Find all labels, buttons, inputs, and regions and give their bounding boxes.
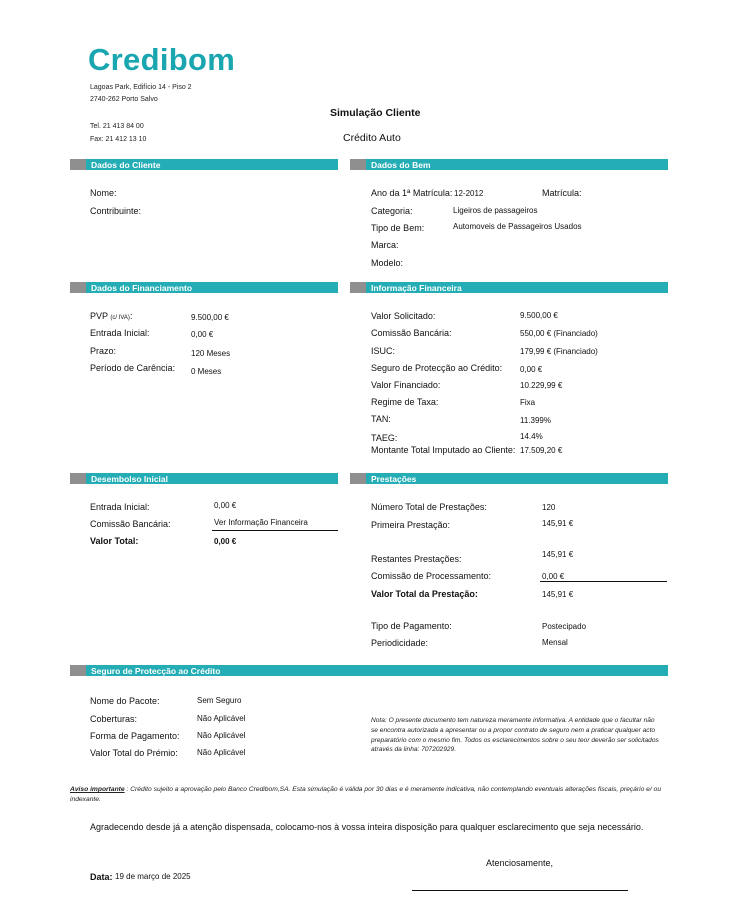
prazo-value: 120 Meses <box>191 349 231 358</box>
primeira-prestacao-value: 145,91 € <box>542 519 574 528</box>
prazo-label: Prazo: <box>90 346 117 356</box>
credibom-logo <box>88 42 235 78</box>
pvp-label <box>90 311 132 321</box>
logo-text: Credibom <box>88 42 236 77</box>
pvp-colon: : <box>129 311 133 321</box>
valor-financiado-label: Valor Financiado: <box>371 380 441 390</box>
carencia-label: Período de Carência: <box>90 363 176 373</box>
comissao-processamento-label: Comissão de Processamento: <box>371 571 492 581</box>
section-bar-prestacoes <box>350 473 668 484</box>
contribuinte-label: Contribuinte: <box>90 206 142 216</box>
entrada-inicial-value: 0,00 € <box>191 330 214 339</box>
ano-matricula-label: Ano da 1ª Matrícula: <box>371 188 453 198</box>
section-bar-dados-financiamento <box>70 282 338 293</box>
tipo-pagamento-value: Postecipado <box>542 622 587 631</box>
desembolso-total-label: Valor Total: <box>90 536 139 546</box>
categoria-label: Categoria: <box>371 206 413 216</box>
prestacoes-underline <box>540 581 667 582</box>
taeg-label: TAEG: <box>371 433 398 443</box>
nome-pacote-value: Sem Seguro <box>197 696 242 705</box>
regime-taxa-label: Regime de Taxa: <box>371 397 439 407</box>
nome-label: Nome: <box>90 188 117 198</box>
pvp-value: 9.500,00 € <box>191 313 229 322</box>
tan-value: 11.399% <box>520 416 551 425</box>
fax: Fax: 21 412 13 10 <box>90 136 147 143</box>
nota-informativa: Nota: O presente documento tem natureza meramente informativa. A entidade que o facultar não se encontra autorizada a apresentar ou a propor contrato de seguro nem a praticar qualquer acto preparatório com o mesmo fim. Todos os esclarecimentos sobre o seu teor deverão ser solicitados através da linha: 707202929. <box>371 717 659 754</box>
section-title: Desembolso Inicial <box>91 474 168 484</box>
section-title: Informação Financeira <box>371 283 462 293</box>
section-title: Prestações <box>371 474 417 484</box>
restantes-prestacoes-value: 145,91 € <box>542 550 574 559</box>
valor-financiado-value: 10.229,99 € <box>520 381 563 390</box>
forma-pagamento-value: Não Aplicável <box>197 731 246 740</box>
aviso-text: : Crédito sujeito a aprovação pelo Banco Credibom,SA. Esta simulação é válida por 30 dias e é meramente indicativa, não contemplando eventuais alterações fiscais, preçário e/ ou indexante. <box>70 786 662 803</box>
data-label: Data: <box>90 872 113 882</box>
aviso-heading: Aviso importante <box>70 786 125 793</box>
page-subtitle: Crédito Auto <box>343 132 401 144</box>
agradecimento: Agradecendo desde já a atenção dispensada, colocamo-nos à vossa inteira disposição para qualquer esclarecimento que seja necessário. <box>90 822 644 832</box>
section-title: Dados do Bem <box>371 160 431 170</box>
carencia-value: 0 Meses <box>191 367 222 376</box>
primeira-prestacao-label: Primeira Prestação: <box>371 520 451 530</box>
aviso-importante <box>70 785 670 805</box>
desembolso-entrada-value: 0,00 € <box>214 501 237 510</box>
seguro-credito-label: Seguro de Protecção ao Crédito: <box>371 363 503 373</box>
section-bar-dados-bem <box>350 159 668 170</box>
section-bar-seguro <box>70 665 668 676</box>
desembolso-underline <box>212 530 338 531</box>
coberturas-value: Não Aplicável <box>197 714 246 723</box>
numero-prestacoes-value: 120 <box>542 503 556 512</box>
periodicidade-value: Mensal <box>542 638 568 647</box>
montante-total-label: Montante Total Imputado ao Cliente: <box>371 445 516 455</box>
comissao-bancaria-label: Comissão Bancária: <box>371 328 452 338</box>
section-bar-informacao-financeira <box>350 282 668 293</box>
valor-premio-value: Não Aplicável <box>197 748 246 757</box>
tan-label: TAN: <box>371 414 391 424</box>
address-line-1: Lagoas Park, Edifício 14 - Piso 2 <box>90 84 192 91</box>
valor-solicitado-label: Valor Solicitado: <box>371 311 436 321</box>
nome-pacote-label: Nome do Pacote: <box>90 696 160 706</box>
matricula-label: Matrícula: <box>542 188 582 198</box>
taeg-value: 14.4% <box>520 432 543 441</box>
entrada-inicial-label: Entrada Inicial: <box>90 328 150 338</box>
section-title: Dados do Cliente <box>91 160 161 170</box>
montante-total-value: 17.509,20 € <box>520 446 563 455</box>
desembolso-entrada-label: Entrada Inicial: <box>90 502 150 512</box>
categoria-value: Ligeiros de passageiros <box>453 206 538 215</box>
regime-taxa-value: Fixa <box>520 398 536 407</box>
comissao-processamento-value: 0,00 € <box>542 572 565 581</box>
pvp-label-text: PVP <box>90 311 108 321</box>
coberturas-label: Coberturas: <box>90 714 138 724</box>
tipo-bem-label: Tipo de Bem: <box>371 223 425 233</box>
address-line-2: 2740-262 Porto Salvo <box>90 96 158 103</box>
modelo-label: Modelo: <box>371 258 404 268</box>
seguro-credito-value: 0,00 € <box>520 365 543 374</box>
valor-total-prestacao-value: 145,91 € <box>542 590 574 599</box>
valor-total-prestacao-label: Valor Total da Prestação: <box>371 589 478 599</box>
restantes-prestacoes-label: Restantes Prestações: <box>371 554 462 564</box>
forma-pagamento-label: Forma de Pagamento: <box>90 731 180 741</box>
comissao-bancaria-value: 550,00 € (Financiado) <box>520 329 598 338</box>
tipo-bem-value: Automoveis de Passageiros Usados <box>453 222 582 231</box>
desembolso-comissao-value: Ver Informação Financeira <box>214 518 308 527</box>
tel: Tel. 21 413 84 00 <box>90 123 144 130</box>
pvp-note: (c/ IVA) <box>110 315 130 321</box>
valor-solicitado-value: 9.500,00 € <box>520 311 558 320</box>
valor-premio-label: Valor Total do Prémio: <box>90 748 178 758</box>
atenciosamente: Atenciosamente, <box>486 858 554 868</box>
section-title: Seguro de Protecção ao Crédito <box>91 666 221 676</box>
tipo-pagamento-label: Tipo de Pagamento: <box>371 621 452 631</box>
desembolso-comissao-label: Comissão Bancária: <box>90 519 171 529</box>
section-title: Dados do Financiamento <box>91 283 193 293</box>
numero-prestacoes-label: Número Total de Prestações: <box>371 502 487 512</box>
desembolso-total-value: 0,00 € <box>214 537 237 546</box>
isuc-value: 179,99 € (Financiado) <box>520 347 598 356</box>
periodicidade-label: Periodicidade: <box>371 638 429 648</box>
isuc-label: ISUC: <box>371 346 396 356</box>
data-value: 19 de março de 2025 <box>115 872 191 881</box>
ano-matricula-value: 12-2012 <box>454 189 484 198</box>
section-bar-desembolso-inicial <box>70 473 338 484</box>
page-title: Simulação Cliente <box>330 107 421 119</box>
signature-line <box>412 890 628 891</box>
marca-label: Marca: <box>371 240 399 250</box>
section-bar-dados-cliente <box>70 159 338 170</box>
